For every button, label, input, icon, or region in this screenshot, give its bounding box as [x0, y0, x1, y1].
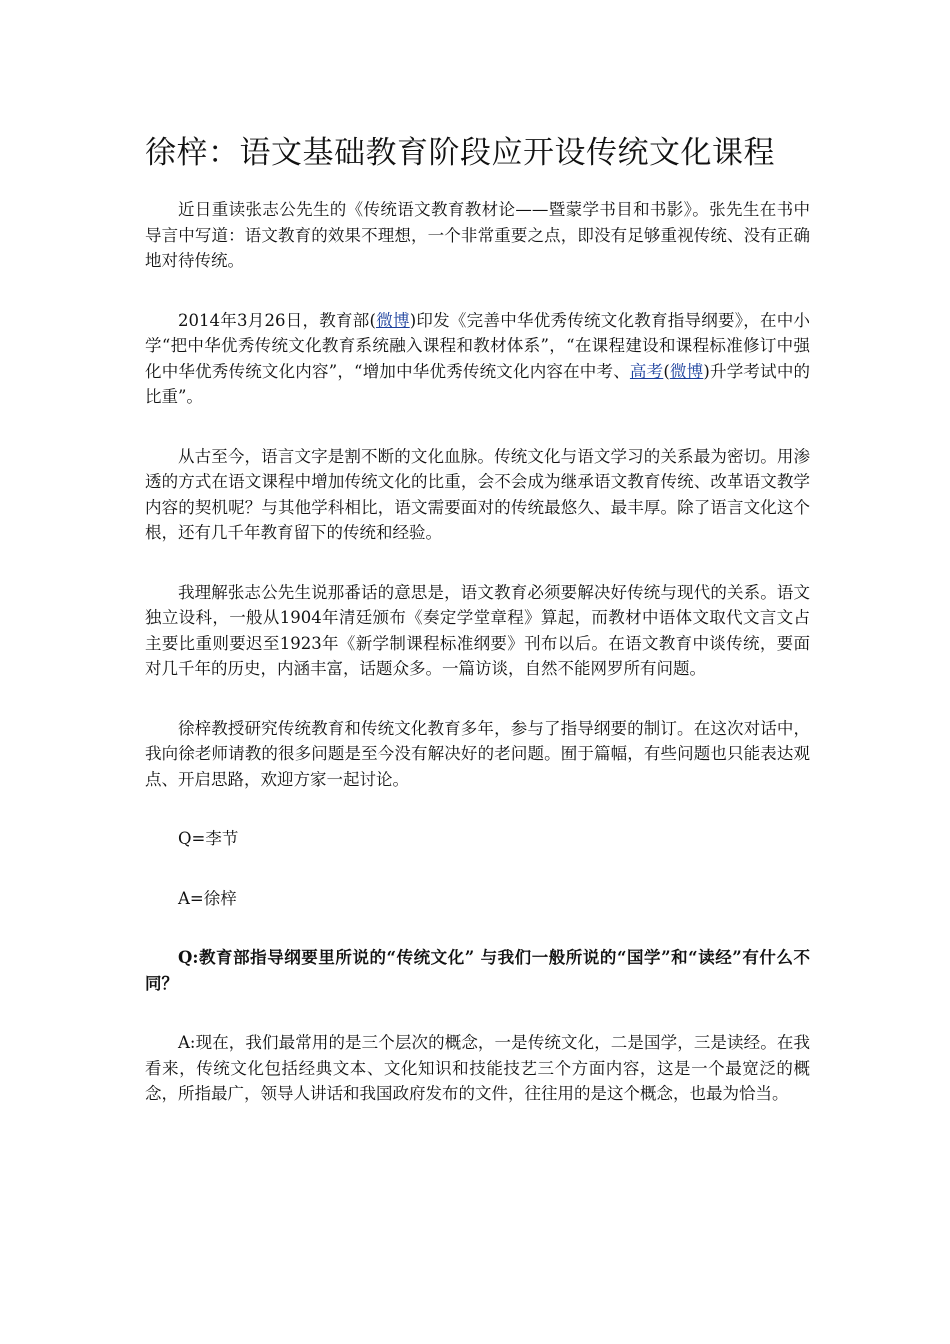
article — [145, 0, 810, 1107]
interviewee-label: A=徐梓 — [178, 888, 237, 908]
answer-1: A:现在，我们最常用的是三个层次的概念，一是传统文化，二是国学，三是读经。在我看来，传统文化包括经典文本、文化知识和技能技艺三个方面内容，这是一个最宽泛的概念，所指最广，领导人讲话和我国政府发布的文件，往往用的是这个概念，也最为恰当。 — [145, 1033, 810, 1103]
paragraph-text: )印发《完善中华优秀传统文化教育指导纲要》，在中小学“把中华优秀传统文化教育系统融入课程和教材体系”，“在课程建设和课程标准修订中强化中华优秀传统文化内容”，“增加中华优秀传统文化内容在中考、 — [145, 310, 811, 381]
paragraph-text: )升学考试中的比重”。 — [145, 361, 811, 406]
weibo-link-2[interactable]: 微博 — [669, 361, 704, 381]
question-1: Q:教育部指导纲要里所说的“传统文化” 与我们一般所说的“国学”和“读经”有什么不同？ — [145, 948, 810, 993]
interviewer-label: Q=李节 — [178, 829, 239, 848]
paragraph-tradition: 从古至今，语言文字是割不断的文化血脉。传统文化与语文学习的关系最为密切。用渗透的方式在语文课程中增加传统文化的比重，会不会成为继承语文教育传统、改革语文教学内容的契机呢？与其他学科相比，语文需要面对的传统最悠久、最丰厚。除了语言文化这个根，还有几千年教育留下的传统和经验。 — [145, 446, 810, 542]
paragraph-interviewee: 徐梓教授研究传统教育和传统文化教育多年，参与了指导纲要的制订。在这次对话中，我向徐老师请教的很多问题是至今没有解决好的老问题。囿于篇幅，有些问题也只能表达观点、开启思路，欢迎方家一起讨论。 — [145, 718, 810, 789]
weibo-link[interactable]: 微博 — [375, 310, 410, 330]
paragraph-text: ( — [663, 361, 670, 381]
paragraph-intro: 近日重读张志公先生的《传统语文教育教材论——暨蒙学书目和书影》。张先生在书中导言中写道：语文教育的效果不理想，一个非常重要之点，即没有足够重视传统、没有正确地对待传统。 — [145, 200, 810, 270]
paragraph-policy — [145, 308, 810, 410]
gaokao-link[interactable]: 高考 — [629, 361, 664, 381]
paragraph-understanding: 我理解张志公先生说那番话的意思是，语文教育必须要解决好传统与现代的关系。语文独立设科，一般从1904年清廷颁布《奏定学堂章程》算起，而教材中语体文取代文言文占主要比重则要迟至1923年《新学制课程标准纲要》刊布以后。在语文教育中谈传统，要面对几千年的历史，内涵丰富，话题众多。一篇访谈，自然不能网罗所有问题。 — [145, 582, 810, 678]
paragraph-text: 2014年3月26日，教育部( — [178, 310, 376, 330]
article-title: 徐梓：语文基础教育阶段应开设传统文化课程 — [145, 135, 775, 171]
